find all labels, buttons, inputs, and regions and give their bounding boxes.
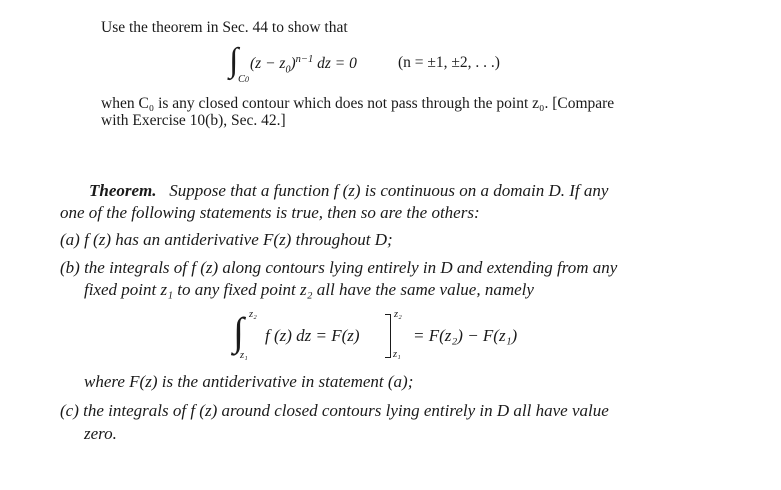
equation-integrand: f (z) dz = F(z) [265, 326, 360, 345]
evaluation-bracket [385, 314, 391, 358]
theorem-label: Theorem. [89, 181, 157, 200]
exercise-integral-contour: C0 [238, 74, 250, 85]
equation-upper-limit: z₂ [249, 309, 257, 320]
statement-c: (c) the integrals of f (z) around closed contours lying entirely in D all have value [60, 401, 609, 420]
bracket-upper-limit: z₂ [394, 309, 402, 320]
theorem-line-2: one of the following statements is true, then so are the others: [60, 203, 480, 222]
exercise-condition: (n = ±1, ±2, . . .) [398, 54, 500, 71]
statement-a: (a) f (z) has an antiderivative F(z) throughout D; [60, 230, 393, 249]
exercise-line-1: when C₀ is any closed contour which does not pass through the point z₀. [Compare [101, 95, 615, 112]
exercise-line-2: with Exercise 10(b), Sec. 42.] [101, 112, 286, 129]
equation-lower-limit: z₁ [240, 350, 248, 361]
exercise-integral-sign: ∫ [229, 42, 239, 79]
where-line: where F(z) is the antiderivative in statement (a); [84, 372, 414, 391]
equation-integral-sign: ∫ [233, 309, 244, 354]
theorem-first-line [89, 181, 608, 201]
statement-b: (b) the integrals of f (z) along contours lying entirely in D and extending from any [60, 258, 618, 277]
theorem-statement: Suppose that a function f (z) is continuous on a domain D. If any [169, 181, 609, 200]
statement-c-line-2: zero. [84, 424, 117, 443]
equation-rhs: = F(z₂) − F(z₁) [413, 326, 518, 345]
exercise-intro: Use the theorem in Sec. 44 to show that [101, 19, 348, 36]
bracket-lower-limit: z₁ [393, 349, 401, 360]
exercise-integrand: $(z - z_0)^{n-1}$ dz = 0 [250, 54, 357, 76]
statement-b-line-2: fixed point z₁ to any fixed point z₂ all have the same value, namely [84, 280, 534, 299]
